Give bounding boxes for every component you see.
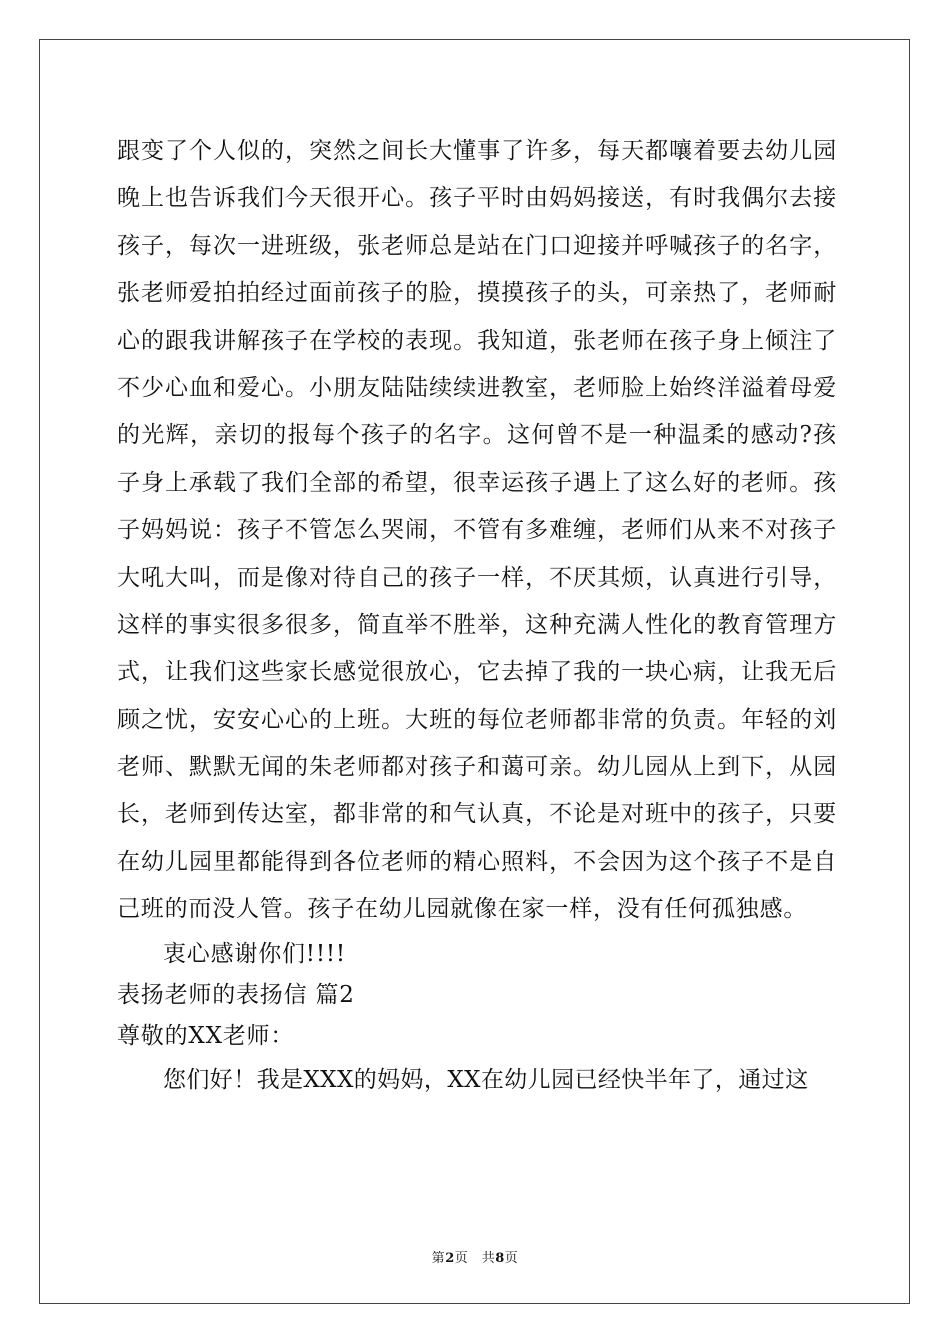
body-line: 张老师爱拍拍经过面前孩子的脸，摸摸孩子的头，可亲热了，老师耐 [117, 280, 837, 307]
body-line: 己班的而没人管。孩子在幼儿园就像在家一样，没有任何孤独感。 [117, 896, 808, 923]
salutation: 尊敬的XX老师： [117, 1022, 295, 1049]
opening-line: 您们好！我是XXX的妈妈，XX在幼儿园已经快半年了，通过这 [163, 1066, 809, 1093]
current-page-number: 2 [445, 1251, 455, 1266]
body-line: 跟变了个人似的，突然之间长大懂事了许多，每天都嚷着要去幼儿园 [117, 138, 837, 164]
body-line: 晚上也告诉我们今天很开心。孩子平时由妈妈接送，有时我偶尔去接 [117, 185, 837, 212]
body-line: 式，让我们这些家长感觉很放心，它去掉了我的一块心病，让我无后 [117, 659, 837, 686]
body-line: 在幼儿园里都能得到各位老师的精心照料，不会因为这个孩子不是自 [117, 848, 837, 875]
body-line: 心的跟我讲解孩子在学校的表现。我知道，张老师在孩子身上倾注了 [117, 327, 837, 354]
page-footer [0, 1247, 950, 1266]
body-line: 不少心血和爱心。小朋友陆陆续续进教室，老师脸上始终洋溢着母爱 [117, 374, 837, 401]
closing-line: 衷心感谢你们!!!! [163, 940, 346, 967]
body-line: 长，老师到传达室，都非常的和气认真，不论是对班中的孩子，只要 [117, 801, 837, 828]
body-line: 大吼大叫，而是像对待自己的孩子一样，不厌其烦，认真进行引导， [117, 564, 837, 591]
body-line: 子妈妈说：孩子不管怎么哭闹，不管有多难缠，老师们从来不对孩子 [117, 517, 837, 544]
section-title: 表扬老师的表扬信 篇2 [117, 981, 355, 1008]
body-line: 老师、默默无闻的朱老师都对孩子和蔼可亲。幼儿园从上到下，从园 [117, 754, 837, 781]
body-line: 的光辉，亲切的报每个孩子的名字。这何曾不是一种温柔的感动?孩 [117, 422, 837, 449]
body-line: 这样的事实很多很多，简直举不胜举，这种充满人性化的教育管理方 [117, 611, 837, 638]
total-page-number: 8 [495, 1251, 505, 1266]
body-line: 顾之忧，安安心心的上班。大班的每位老师都非常的负责。年轻的刘 [117, 706, 837, 733]
footer-mid: 页 共 [454, 1251, 496, 1266]
body-line: 孩子，每次一进班级，张老师总是站在门口迎接并呼喊孩子的名字， [117, 232, 837, 259]
body-line: 子身上承载了我们全部的希望，很幸运孩子遇上了这么好的老师。孩 [117, 469, 837, 496]
footer-prefix: 第 [431, 1251, 446, 1266]
document-body [117, 128, 837, 1104]
footer-suffix: 页 [504, 1251, 519, 1266]
